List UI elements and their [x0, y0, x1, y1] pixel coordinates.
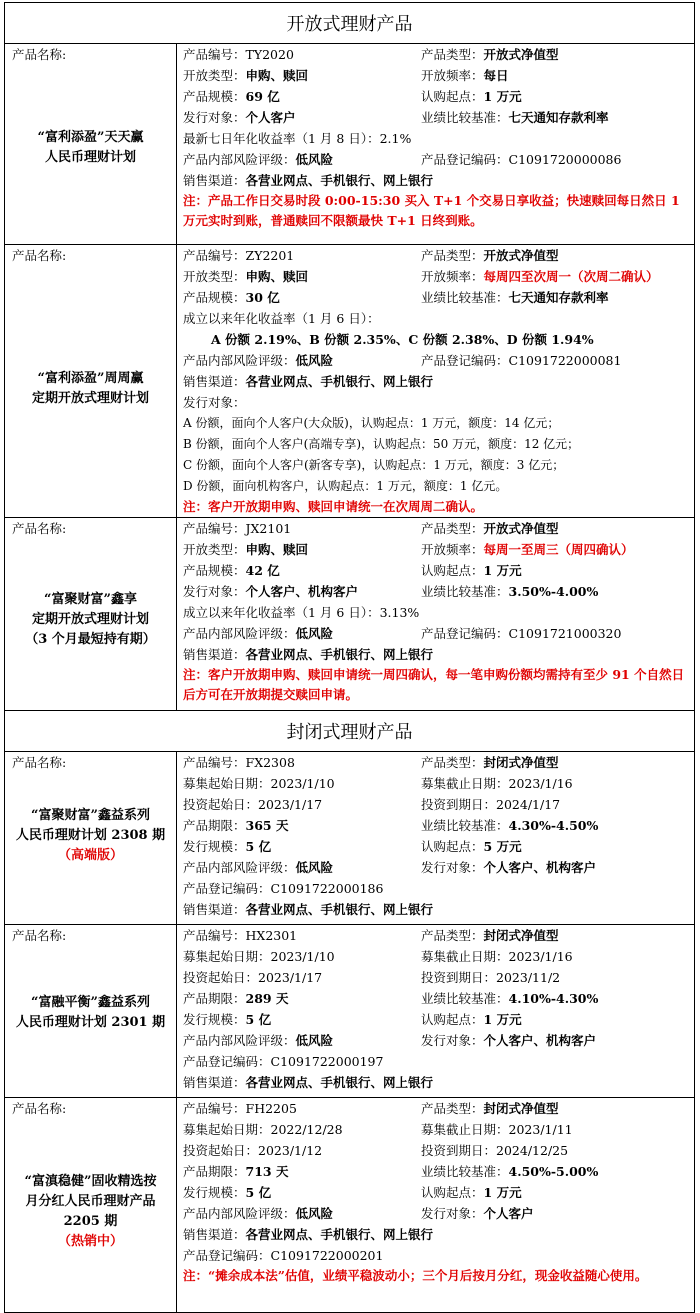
field-text: 开放频率： — [421, 269, 484, 284]
field-text: 4.50%-5.00% — [508, 1164, 599, 1179]
field-text: 投资起始日： — [183, 1143, 259, 1158]
product-note: 注：客户开放期申购、赎回申请统一在次周周二确认。 — [183, 499, 484, 514]
product-details — [177, 1098, 695, 1313]
field-text: 人民币理财计划 2308 期 — [15, 828, 166, 843]
field-text: 各营业网点、手机银行、网上银行 — [245, 374, 434, 389]
field-text: 业绩比较基准： — [421, 290, 509, 305]
field-text: 认购起点： — [421, 89, 484, 104]
product-name — [5, 128, 176, 168]
field-text: 产品内部风险评级： — [183, 1033, 296, 1048]
field-text: 2023/11/2 — [496, 970, 561, 985]
field-text: 产品编号： — [183, 521, 246, 536]
field-text: 2023/1/11 — [508, 1122, 573, 1137]
field-text: 定期开放式理财计划 — [31, 612, 149, 627]
field-text: 低风险 — [295, 152, 334, 167]
field-text: 成立以来年化收益率（1 月 6 日）： — [183, 311, 380, 326]
field-text: 发行规模： — [183, 1012, 246, 1027]
product-name-cell — [5, 752, 177, 925]
field-text: “富融平衡”鑫益系列 — [31, 995, 150, 1010]
field-text: 产品类型： — [421, 248, 484, 263]
field-text: 2023/1/17 — [258, 797, 323, 812]
field-text: 开放类型： — [183, 269, 246, 284]
field-text: 产品规模： — [183, 290, 246, 305]
product-row-4 — [5, 752, 695, 925]
section-title-closed: 封闭式理财产品 — [5, 711, 695, 752]
field-text: 投资起始日： — [183, 797, 259, 812]
field-text: 4.10%-4.30% — [508, 991, 599, 1006]
section-closed-row — [5, 711, 695, 752]
field-text: 各营业网点、手机银行、网上银行 — [245, 902, 434, 917]
field-text: 5 亿 — [245, 1012, 272, 1027]
field-text: 最新七日年化收益率（1 月 8 日）：2.1% — [183, 131, 412, 146]
field-text: 投资到期日： — [421, 1143, 497, 1158]
field-text: 投资起始日： — [183, 970, 259, 985]
field-text: 开放式净值型 — [483, 47, 559, 62]
product-name-cell — [5, 245, 177, 518]
field-text: 个人客户、机构客户 — [245, 584, 359, 599]
field-text: 2023/1/16 — [508, 949, 573, 964]
field-text: 认购起点： — [421, 839, 484, 854]
field-text: ZY2201 — [245, 248, 295, 263]
field-text: 各营业网点、手机银行、网上银行 — [245, 173, 434, 188]
field-text: A 份额 2.19%、B 份额 2.35%、C 份额 2.38%、D 份额 1.94% — [211, 332, 594, 347]
field-text: C1091721000320 — [508, 626, 622, 641]
product-name-cell — [5, 518, 177, 711]
field-text: 销售渠道： — [183, 1075, 246, 1090]
field-text: 2023/1/16 — [508, 776, 573, 791]
product-name — [5, 1172, 176, 1252]
field-text: FH2205 — [245, 1101, 297, 1116]
field-text: 销售渠道： — [183, 374, 246, 389]
field-text: 销售渠道： — [183, 1227, 246, 1242]
product-name-label: 产品名称: — [12, 928, 67, 943]
field-text: 2023/1/10 — [270, 949, 335, 964]
field-text: 产品类型： — [421, 521, 484, 536]
product-note: 注：产品工作日交易时段 0:00-15:30 买入 T+1 个交易日享收益；快速赎回每日然日 1 万元实时到账，普通赎回不限额最快 T+1 日终到账。 — [183, 193, 680, 228]
field-text: 封闭式净值型 — [483, 928, 559, 943]
field-text: 产品编号： — [183, 47, 246, 62]
field-text: 个人客户、机构客户 — [483, 1033, 597, 1048]
field-text: 个人客户 — [483, 1206, 534, 1221]
field-text: 销售渠道： — [183, 173, 246, 188]
field-text: 2023/1/10 — [270, 776, 335, 791]
field-text: 产品内部风险评级： — [183, 626, 296, 641]
field-text: 发行对象： — [421, 1206, 484, 1221]
field-text: 2024/1/17 — [496, 797, 561, 812]
field-text: 低风险 — [295, 626, 334, 641]
field-text: HX2301 — [245, 928, 298, 943]
field-text: 发行对象： — [183, 110, 246, 125]
field-text: 2024/12/25 — [496, 1143, 569, 1158]
field-text: 每周一至周三（周四确认） — [483, 542, 634, 557]
field-text: 42 亿 — [245, 563, 280, 578]
field-text: 认购起点： — [421, 563, 484, 578]
product-row-3 — [5, 518, 695, 711]
field-text: 产品编号： — [183, 1101, 246, 1116]
field-text: A 份额，面向个人客户(大众版)，认购起点：1 万元，额度：14 亿元； — [183, 416, 560, 430]
field-text: 人民币理财计划 2301 期 — [15, 1015, 166, 1030]
field-text: 开放式净值型 — [483, 248, 559, 263]
field-text: 七天通知存款利率 — [508, 110, 609, 125]
product-note: 注：“摊余成本法”估值，业绩平稳波动小；三个月后按月分红，现金收益随心使用。 — [183, 1268, 648, 1283]
field-text: 月分红人民币理财产品 — [25, 1194, 156, 1209]
section-title-open: 开放式理财产品 — [5, 3, 695, 44]
product-details — [177, 752, 695, 925]
field-text: JX2101 — [245, 521, 292, 536]
field-text: 开放式净值型 — [483, 521, 559, 536]
product-row-1 — [5, 44, 695, 245]
field-text: 发行规模： — [183, 1185, 246, 1200]
field-text: 人民币理财计划 — [44, 150, 136, 165]
field-text: 个人客户、机构客户 — [483, 860, 597, 875]
field-text: 各营业网点、手机银行、网上银行 — [245, 647, 434, 662]
field-text: “富利添盈”天天赢 — [37, 130, 144, 145]
field-text: 产品登记编码： — [183, 1248, 271, 1263]
field-text: 产品编号： — [183, 928, 246, 943]
field-text: 产品期限： — [183, 818, 246, 833]
field-text: TY2020 — [245, 47, 294, 62]
product-details — [177, 518, 695, 711]
field-text: 募集起始日期： — [183, 949, 271, 964]
field-text: 2023/1/17 — [258, 970, 323, 985]
field-text: 申购、赎回 — [245, 542, 309, 557]
field-text: 每日 — [483, 68, 509, 83]
product-note: 注：客户开放期申购、赎回申请统一周四确认，每一笔申购份额均需持有至少 91 个自然日后方可在开放期提交赎回申请。 — [183, 667, 685, 702]
product-details — [177, 44, 695, 245]
field-text: 289 天 — [245, 991, 289, 1006]
field-text: 业绩比较基准： — [421, 991, 509, 1006]
field-text: 2022/12/28 — [270, 1122, 343, 1137]
product-name — [5, 806, 176, 866]
section-open-row — [5, 3, 695, 44]
field-text: 募集截止日期： — [421, 949, 509, 964]
field-text: 个人客户 — [245, 110, 296, 125]
field-text: 开放类型： — [183, 542, 246, 557]
product-table — [4, 2, 695, 1313]
field-text: 5 亿 — [245, 839, 272, 854]
field-text: 封闭式净值型 — [483, 755, 559, 770]
product-name-cell — [5, 1098, 177, 1313]
field-text: C1091722000081 — [508, 353, 622, 368]
field-text: 产品登记编码： — [183, 881, 271, 896]
field-text: 募集起始日期： — [183, 776, 271, 791]
product-name-cell — [5, 44, 177, 245]
field-text: 69 亿 — [245, 89, 280, 104]
field-text: 产品内部风险评级： — [183, 860, 296, 875]
field-text: 产品编号： — [183, 755, 246, 770]
field-text: 募集起始日期： — [183, 1122, 271, 1137]
product-details — [177, 925, 695, 1098]
field-text: 低风险 — [295, 1033, 334, 1048]
field-text: 成立以来年化收益率（1 月 6 日）：3.13% — [183, 605, 420, 620]
field-text: 产品登记编码： — [421, 626, 509, 641]
field-text: “富聚财富”鑫益系列 — [31, 808, 150, 823]
field-text: 定期开放式理财计划 — [31, 391, 149, 406]
field-text: 业绩比较基准： — [421, 584, 509, 599]
field-text: 低风险 — [295, 353, 334, 368]
field-text: 开放频率： — [421, 68, 484, 83]
product-name-label: 产品名称: — [12, 1101, 67, 1116]
field-text: 七天通知存款利率 — [508, 290, 609, 305]
product-name — [5, 590, 176, 650]
product-name — [5, 993, 176, 1033]
field-text: 开放类型： — [183, 68, 246, 83]
field-text: FX2308 — [245, 755, 295, 770]
field-text: C 份额，面向个人客户(新客专享)，认购起点：1 万元，额度：3 亿元； — [183, 458, 565, 472]
product-name-label: 产品名称: — [12, 755, 67, 770]
field-text: 发行对象： — [421, 1033, 484, 1048]
field-text: 业绩比较基准： — [421, 818, 509, 833]
field-text: 产品类型： — [421, 47, 484, 62]
field-text: 募集截止日期： — [421, 776, 509, 791]
field-text: 业绩比较基准： — [421, 110, 509, 125]
field-text: 1 万元 — [483, 563, 522, 578]
field-text: “富利添盈”周周赢 — [37, 371, 144, 386]
field-text: 2205 期 — [63, 1214, 118, 1229]
field-text: 1 万元 — [483, 1012, 522, 1027]
product-name-label: 产品名称: — [12, 248, 67, 263]
field-text: 各营业网点、手机银行、网上银行 — [245, 1075, 434, 1090]
field-text: 产品内部风险评级： — [183, 353, 296, 368]
field-text: 销售渠道： — [183, 902, 246, 917]
field-text: 募集截止日期： — [421, 1122, 509, 1137]
field-text: 713 天 — [245, 1164, 289, 1179]
field-text: “富聚财富”鑫享 — [44, 592, 137, 607]
field-text: 5 亿 — [245, 1185, 272, 1200]
field-text: 产品规模： — [183, 563, 246, 578]
product-name-label: 产品名称: — [12, 47, 67, 62]
product-name-label: 产品名称: — [12, 521, 67, 536]
field-text: “富滇稳健”固收精选按 — [24, 1174, 157, 1189]
field-text: C1091722000197 — [270, 1054, 384, 1069]
field-text: 30 亿 — [245, 290, 280, 305]
field-text: D 份额，面向机构客户，认购起点：1 万元，额度：1 亿元。 — [183, 479, 508, 493]
field-text: 产品登记编码： — [421, 152, 509, 167]
field-text: 产品内部风险评级： — [183, 152, 296, 167]
field-text: 产品期限： — [183, 991, 246, 1006]
field-text: C1091722000186 — [270, 881, 384, 896]
product-table-wrapper — [4, 2, 694, 1313]
field-text: 申购、赎回 — [245, 269, 309, 284]
field-text: 认购起点： — [421, 1012, 484, 1027]
product-details — [177, 245, 695, 518]
field-text: 产品类型： — [421, 928, 484, 943]
field-text: 产品内部风险评级： — [183, 1206, 296, 1221]
product-row-2 — [5, 245, 695, 518]
field-text: 产品规模： — [183, 89, 246, 104]
product-name-cell — [5, 925, 177, 1098]
field-text: （热销中） — [57, 1234, 123, 1249]
field-text: 发行规模： — [183, 839, 246, 854]
field-text: 1 万元 — [483, 1185, 522, 1200]
field-text: 投资到期日： — [421, 970, 497, 985]
field-text: 产品类型： — [421, 755, 484, 770]
product-row-6 — [5, 1098, 695, 1313]
field-text: 产品登记编码： — [421, 353, 509, 368]
field-text: C1091722000201 — [270, 1248, 384, 1263]
field-text: （3 个月最短持有期） — [25, 632, 156, 647]
field-text: 发行对象： — [421, 860, 484, 875]
field-text: 3.50%-4.00% — [508, 584, 599, 599]
field-text: C1091720000086 — [508, 152, 622, 167]
field-text: 发行对象： — [183, 584, 246, 599]
field-text: 产品编号： — [183, 248, 246, 263]
field-text: （高端版） — [57, 848, 123, 863]
field-text: 封闭式净值型 — [483, 1101, 559, 1116]
field-text: 各营业网点、手机银行、网上银行 — [245, 1227, 434, 1242]
field-text: 产品类型： — [421, 1101, 484, 1116]
field-text: 1 万元 — [483, 89, 522, 104]
field-text: 低风险 — [295, 860, 334, 875]
field-text: 产品期限： — [183, 1164, 246, 1179]
field-text: 业绩比较基准： — [421, 1164, 509, 1179]
product-row-5 — [5, 925, 695, 1098]
field-text: B 份额，面向个人客户(高端专享)，认购起点：50 万元，额度：12 亿元； — [183, 437, 580, 451]
product-name — [5, 369, 176, 409]
field-text: 每周四至次周一（次周二确认） — [483, 269, 659, 284]
field-text: 开放频率： — [421, 542, 484, 557]
field-text: 投资到期日： — [421, 797, 497, 812]
field-text: 365 天 — [245, 818, 289, 833]
field-text: 5 万元 — [483, 839, 522, 854]
field-text: 销售渠道： — [183, 647, 246, 662]
field-text: 发行对象： — [183, 395, 246, 410]
field-text: 产品登记编码： — [183, 1054, 271, 1069]
field-text: 申购、赎回 — [245, 68, 309, 83]
field-text: 2023/1/12 — [258, 1143, 323, 1158]
field-text: 低风险 — [295, 1206, 334, 1221]
field-text: 4.30%-4.50% — [508, 818, 599, 833]
field-text: 认购起点： — [421, 1185, 484, 1200]
